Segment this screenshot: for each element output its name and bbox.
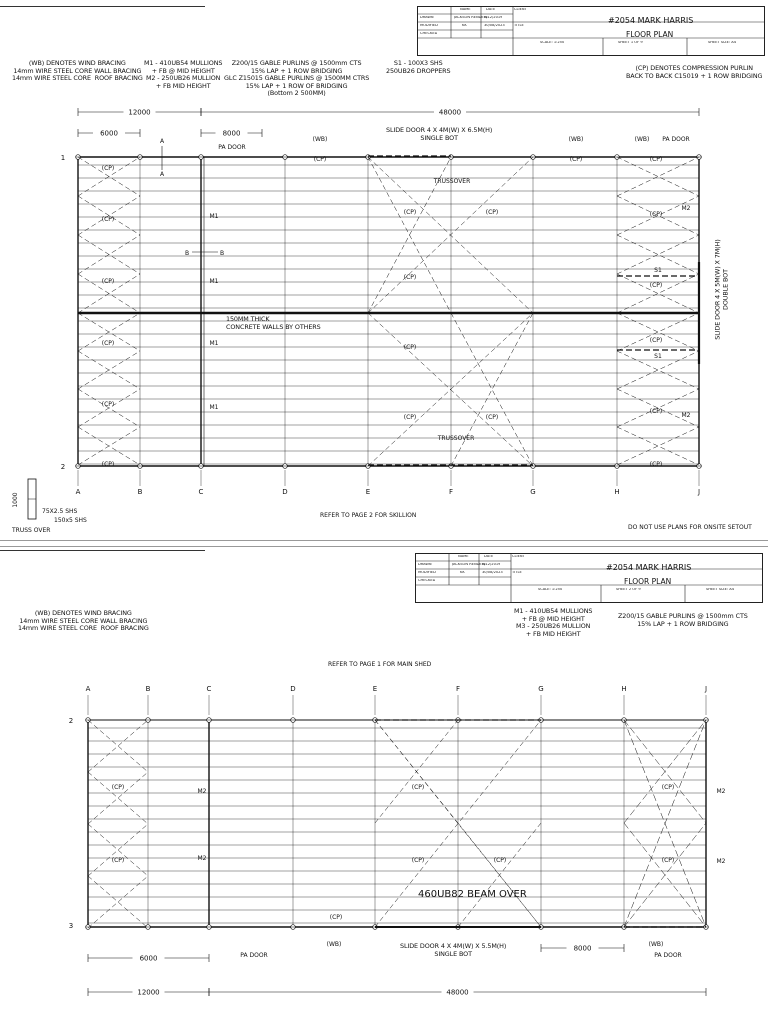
cp-label: (CP) <box>101 340 115 347</box>
strut-label-s1: S1 <box>654 353 662 360</box>
cp-label: (CP) <box>493 857 507 864</box>
cp-label: (CP) <box>403 414 417 421</box>
grid-label-h: H <box>621 685 627 693</box>
grid-label-f: F <box>448 488 454 496</box>
mullion-label-m2: M2 <box>197 855 207 862</box>
tb-scale: SCALE: 1:250 <box>538 588 563 591</box>
project-name: #2054 MARK HARRIS <box>608 17 694 25</box>
refer-page-1: REFER TO PAGE 1 FOR MAIN SHED <box>328 661 432 668</box>
tb-title-label: TITLE <box>512 571 522 574</box>
floor-plan-2 <box>0 547 768 1024</box>
dim-8000-label: 8000 <box>222 129 241 138</box>
tb-sheet-number: SHEET 1 OF 9 <box>618 41 643 44</box>
note-wind-bracing: (WB) DENOTES WIND BRACING 14mm WIRE STEEL CORE WALL BRACING 14mm WIRE STEEL CORE ROOF BRACING <box>12 59 143 83</box>
concrete-wall-note: 150MM THICK CONCRETE WALLS BY OTHERS <box>226 315 321 331</box>
cp-label: (CP) <box>101 278 115 285</box>
drawing-title: FLOOR PLAN <box>626 31 674 39</box>
note-purlins: Z200/15 GABLE PURLINS @ 1500mm CTS 15% LAP + 1 ROW BRIDGING GLC Z15015 GABLE PURLINS @ 1500MM CTRS 15% LAP + 1 ROW OF BRIDGING (Bottom 2 500MM) <box>224 59 370 98</box>
detail-150shs: 150x5 SHS <box>54 517 87 524</box>
grid-label-e: E <box>372 685 378 693</box>
slide-door-right-note: SLIDE DOOR 4 X 5M(W) X 7M(H) DOUBLE BOT <box>713 239 730 340</box>
grid-label-a: A <box>75 488 81 496</box>
cp-label: (CP) <box>101 461 115 468</box>
page-separator <box>0 540 768 547</box>
dim-1000: 1000 <box>12 492 19 508</box>
tb-checked-label: CHECKED <box>418 579 436 582</box>
grid-label-c: C <box>198 488 204 496</box>
tb-drawn-name: JACKSON RENDELL <box>454 16 488 19</box>
drawing-title: FLOOR PLAN <box>624 578 672 586</box>
trussover-label: TRUSSOVER <box>437 435 475 442</box>
note-mullions: M1 - 410UB54 MULLIONS + FB @ MID HEIGHT M2 - 250UB26 MULLION + FB MID HEIGHT <box>144 59 223 90</box>
section-b-label: B <box>219 250 225 257</box>
refer-page-2: REFER TO PAGE 2 FOR SKILLION <box>320 512 417 519</box>
grid-label-h: H <box>614 488 620 496</box>
tb-modified-name: KK <box>462 24 467 27</box>
cp-label: (CP) <box>111 857 125 864</box>
mullion-label-m1: M1 <box>209 340 219 347</box>
cp-label: (CP) <box>101 165 115 172</box>
roof-bracing <box>617 274 699 313</box>
grid-label-f: F <box>455 685 461 693</box>
grid-row-2: 2 <box>68 717 74 725</box>
cp-label: (CP) <box>649 337 663 344</box>
grid-label-b: B <box>137 488 143 496</box>
mullion-label-m1: M1 <box>209 213 219 220</box>
detail-75shs: 75X2.5 SHS <box>42 508 78 515</box>
grid-label-e: E <box>365 488 371 496</box>
dim-48000-label: 48000 <box>438 108 462 117</box>
tb-sheet-number: SHEET 2 OF 9 <box>616 588 641 591</box>
roof-bracing <box>617 274 699 313</box>
tb-checked-label: CHECKED <box>420 32 438 35</box>
cp-label: (CP) <box>329 914 343 921</box>
tb-header-name: NAME <box>458 555 469 558</box>
note-compression-purlin: (CP) DENOTES COMPRESSION PURLIN BACK TO BACK C15019 + 1 ROW BRIDGING <box>626 64 763 80</box>
mullion-label-m2: M2 <box>681 412 691 419</box>
cp-label: (CP) <box>649 282 663 289</box>
grid-row-3: 3 <box>68 922 74 930</box>
dim-6000-label: 6000 <box>139 954 158 963</box>
grid-label-j: J <box>697 488 701 496</box>
tb-drawn-date: 9/12/2019 <box>482 563 501 566</box>
tb-drawn-name: JACKSON RENDELL <box>452 563 486 566</box>
cp-label: (CP) <box>569 156 583 163</box>
tb-header-name: NAME <box>460 8 471 11</box>
tb-title-label: TITLE <box>514 24 524 27</box>
tb-modified-date: 30/08/2023 <box>482 571 503 574</box>
tb-scale: SCALE: 1:250 <box>540 41 565 44</box>
grid-label-b: B <box>145 685 151 693</box>
tb-modified-label: MODIFIED <box>420 24 438 27</box>
cp-label: (CP) <box>403 209 417 216</box>
tb-header-client: CLIENT <box>512 555 525 558</box>
tb-modified-name: KK <box>460 571 465 574</box>
tb-drawn-label: DRAWN <box>418 563 432 566</box>
wb-label: (WB) <box>568 136 584 143</box>
wb-label: (WB) <box>326 941 342 948</box>
cp-label: (CP) <box>411 857 425 864</box>
wb-label: (WB) <box>634 136 650 143</box>
pa-door-label: PA DOOR <box>218 144 246 151</box>
tb-sheet-size: SHEET SIZE: A4 <box>706 588 735 591</box>
grid-label-d: D <box>290 685 296 693</box>
tb-header-client: CLIENT <box>514 8 527 11</box>
cp-label: (CP) <box>111 784 125 791</box>
cp-label: (CP) <box>649 408 663 415</box>
beam-over-label: 460UB82 BEAM OVER <box>418 889 527 900</box>
trussover-label: TRUSSOVER <box>433 178 471 185</box>
tb-drawn-label: DRAWN <box>420 16 434 19</box>
note-wind-bracing: (WB) DENOTES WIND BRACING 14mm WIRE STEEL CORE WALL BRACING 14mm WIRE STEEL CORE ROOF BRACING <box>18 609 149 633</box>
tb-drawn-date: 9/12/2019 <box>484 16 503 19</box>
grid-label-a: A <box>85 685 91 693</box>
grid-label-d: D <box>282 488 288 496</box>
note-mullions: M1 - 410UB54 MULLIONS + FB @ MID HEIGHT M3 - 250UB26 MULLION + FB MID HEIGHT <box>514 607 593 638</box>
wb-label: (WB) <box>648 941 664 948</box>
mullion-label-m2: M2 <box>681 205 691 212</box>
cp-label: (CP) <box>661 784 675 791</box>
mullion-label-m2: M2 <box>716 858 726 865</box>
cp-label: (CP) <box>411 784 425 791</box>
tb-modified-date: 30/08/2023 <box>484 24 505 27</box>
cp-label: (CP) <box>485 414 499 421</box>
grid-label-j: J <box>704 685 708 693</box>
section-a-label: A <box>159 171 165 178</box>
tb-header-date: DATE <box>484 555 494 558</box>
cp-label: (CP) <box>649 461 663 468</box>
project-name: #2054 MARK HARRIS <box>606 564 692 572</box>
cp-label: (CP) <box>403 344 417 351</box>
pa-door-label: PA DOOR <box>240 952 268 959</box>
section-a-label: A <box>159 138 165 145</box>
grid-label-c: C <box>206 685 212 693</box>
tb-sheet-size: SHEET SIZE: A4 <box>708 41 737 44</box>
cp-label: (CP) <box>101 401 115 408</box>
cp-label: (CP) <box>403 274 417 281</box>
cp-label: (CP) <box>313 156 327 163</box>
dim-8000-label: 8000 <box>573 944 592 953</box>
mullion-label-m1: M1 <box>209 278 219 285</box>
sheet-2 <box>0 547 768 1024</box>
dim-12000-label: 12000 <box>128 108 151 117</box>
cp-label: (CP) <box>649 211 663 218</box>
section-b-label: B <box>184 250 190 257</box>
dim-48000-label: 48000 <box>446 988 469 997</box>
slide-door-note: SLIDE DOOR 4 X 4M(W) X 5.5M(H) SINGLE BOT <box>400 942 507 958</box>
tb-modified-label: MODIFIED <box>418 571 436 574</box>
dim-12000-label: 12000 <box>137 988 160 997</box>
note-s1: S1 - 100X3 SHS 250UB26 DROPPERS <box>386 59 451 75</box>
pa-door-label: PA DOOR <box>654 952 682 959</box>
grid-label-g: G <box>538 685 544 693</box>
cp-label: (CP) <box>649 156 663 163</box>
cp-label: (CP) <box>485 209 499 216</box>
pa-door-label: PA DOOR <box>662 136 690 143</box>
mullion-label-m2: M2 <box>716 788 726 795</box>
strut-label-s1: S1 <box>654 267 662 274</box>
do-not-use-note: DO NOT USE PLANS FOR ONSITE SETOUT <box>628 524 752 531</box>
mullion-label-m2: M2 <box>197 788 207 795</box>
wb-label: (WB) <box>312 136 328 143</box>
grid-row-1: 1 <box>60 154 66 162</box>
detail-truss-over: TRUSS OVER <box>12 527 51 534</box>
slide-door-note: SLIDE DOOR 4 X 4M(W) X 6.5M(H) SINGLE BOT <box>386 126 493 142</box>
note-purlins: Z200/15 GABLE PURLINS @ 1500mm CTS 15% LAP + 1 ROW BRIDGING <box>618 612 748 628</box>
dim-6000-label: 6000 <box>100 129 118 138</box>
cp-label: (CP) <box>661 857 675 864</box>
grid-row-2: 2 <box>60 463 66 471</box>
tb-header-date: DATE <box>486 8 496 11</box>
grid-label-g: G <box>530 488 536 496</box>
mullion-label-m1: M1 <box>209 404 219 411</box>
cp-label: (CP) <box>101 216 115 223</box>
